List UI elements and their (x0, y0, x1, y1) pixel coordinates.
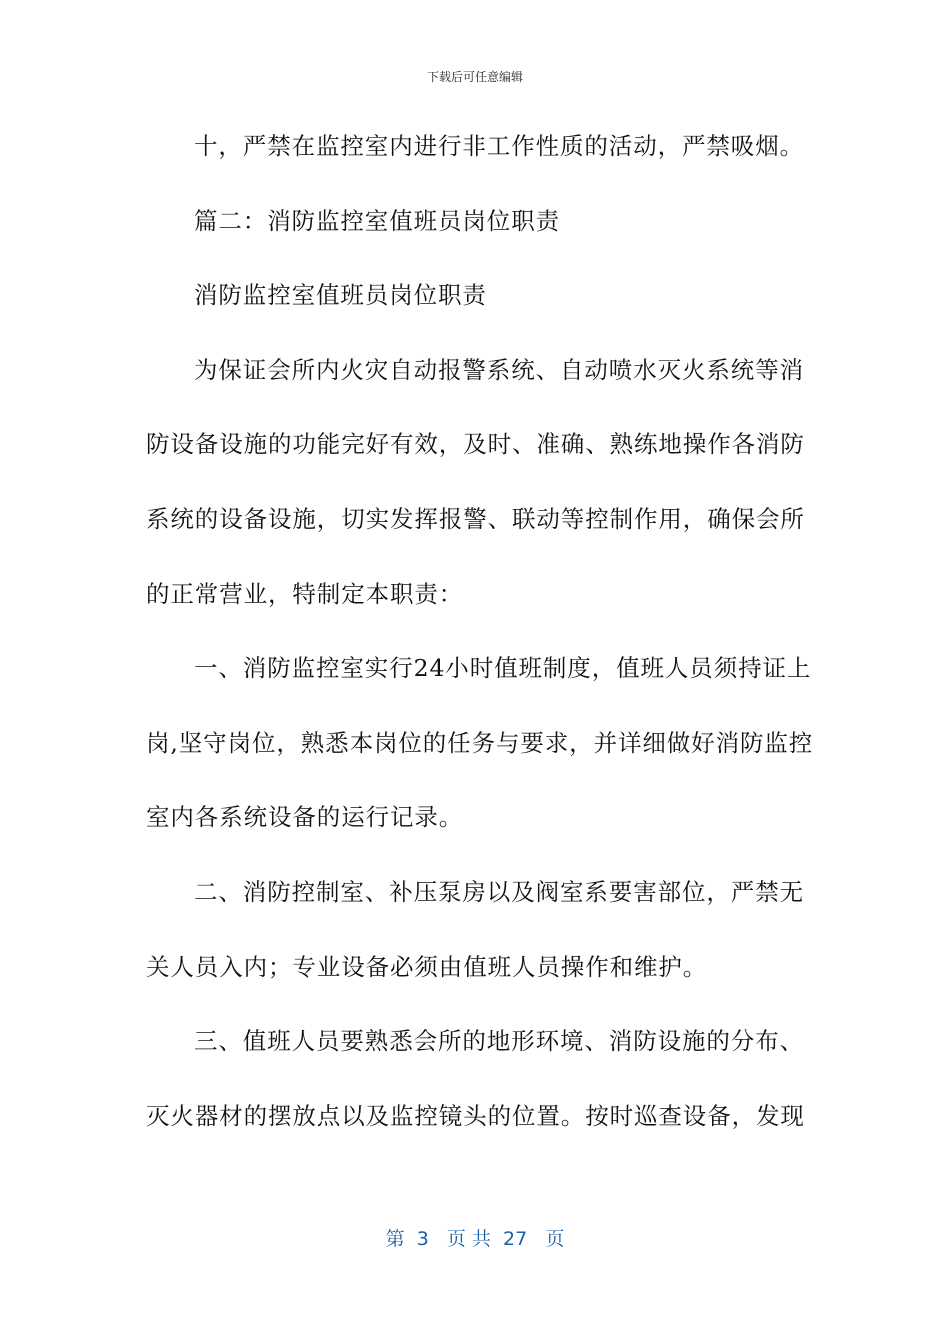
paragraph-line: 防设备设施的功能完好有效，及时、准确、熟练地操作各消防 (146, 430, 805, 459)
document-title: 消防监控室值班员岗位职责 (194, 281, 487, 310)
paragraph-line: 关人员入内；专业设备必须由值班人员操作和维护。 (146, 952, 708, 981)
paragraph-line: 二、消防控制室、补压泵房以及阀室系要害部位，严禁无 (194, 877, 804, 906)
paragraph-line: 室内各系统设备的运行记录。 (146, 803, 464, 832)
paragraph-line: 灭火器材的摆放点以及监控镜头的位置。按时巡查设备，发现 (146, 1101, 805, 1130)
paragraph-line: 岗,坚守岗位，熟悉本岗位的任务与要求，并详细做好消防监控 (146, 728, 814, 757)
paragraph-line: 系统的设备设施，切实发挥报警、联动等控制作用，确保会所 (146, 504, 805, 533)
paragraph-line: 为保证会所内火灾自动报警系统、自动喷水灭火系统等消 (194, 355, 804, 384)
paragraph-line: 的正常营业，特制定本职责： (146, 579, 464, 608)
paragraph-line: 一、消防监控室实行24小时值班制度，值班人员须持证上 (194, 654, 812, 683)
section-heading: 篇二：消防监控室值班员岗位职责 (194, 206, 560, 235)
paragraph-line: 三、值班人员要熟悉会所的地形环境、消防设施的分布、 (194, 1027, 804, 1056)
header-note: 下载后可任意编辑 (426, 70, 523, 84)
document-body (146, 126, 814, 1170)
paragraph-line: 十，严禁在监控室内进行非工作性质的活动，严禁吸烟。 (194, 132, 804, 160)
page-number: 第 3 页 共 27 页 (385, 1228, 565, 1250)
